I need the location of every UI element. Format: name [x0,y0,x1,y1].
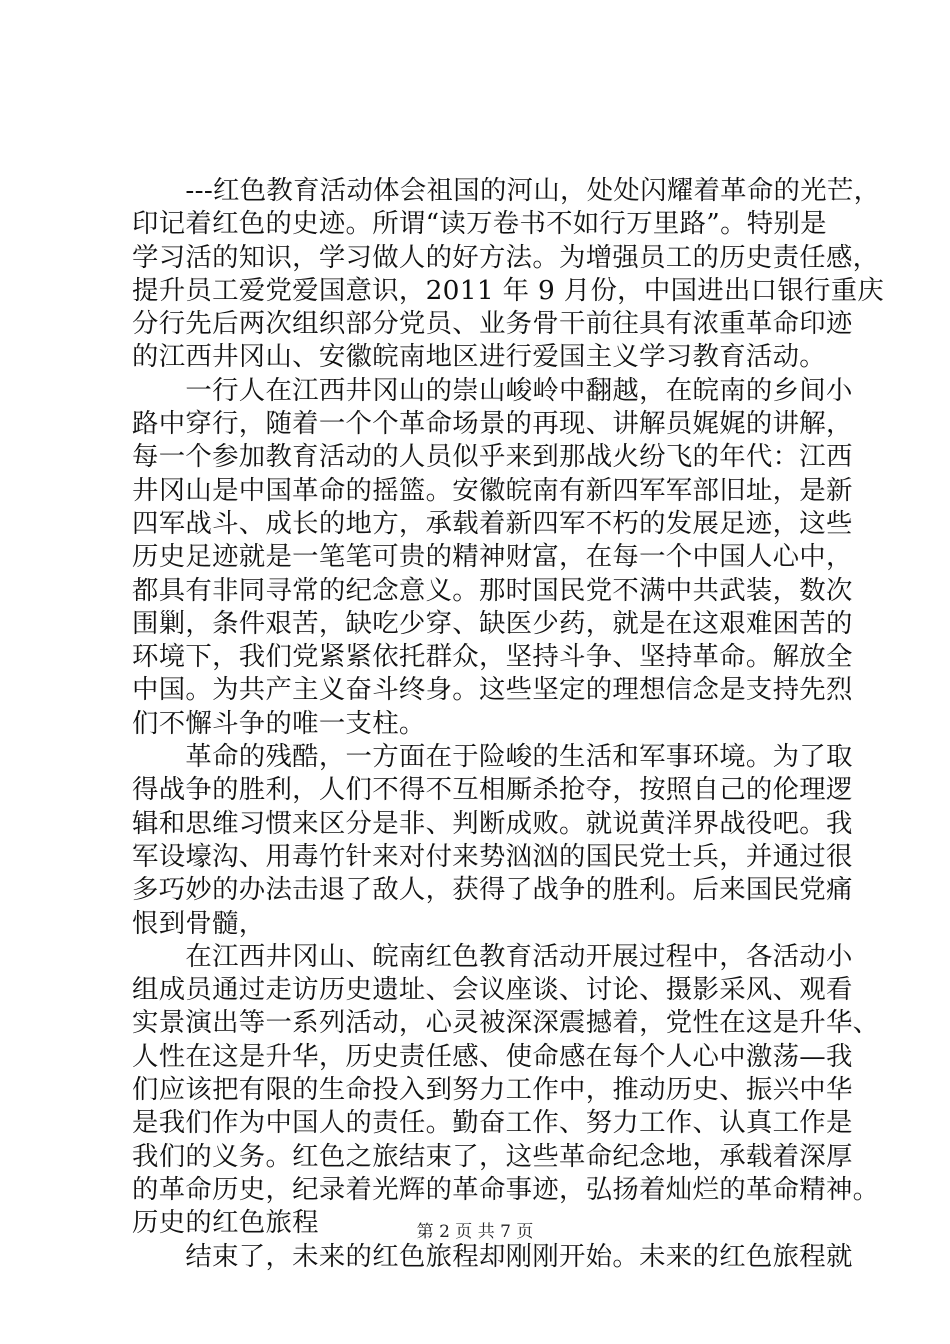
text-line: 多巧妙的办法击退了敌人，获得了战争的胜利。后来国民党痛 [132,874,853,906]
text-line: 的江西井冈山、安徽皖南地区进行爱国主义学习教育活动。 [132,341,826,373]
text-line: ---红色教育活动体会祖国的河山，处处闪耀着革命的光芒， [132,175,881,206]
text-line: 井冈山是中国革命的摇篮。安徽皖南有新四军军部旧址，是新 [132,474,853,506]
text-line: 们不懈斗争的唯一支柱。 [132,707,426,739]
text-line: 提升员工爱党爱国意识，2011 年 9 月份，中国进出口银行重庆 [132,274,885,306]
text-line: 环境下，我们党紧紧依托群众，坚持斗争、坚持革命。解放全 [132,641,853,673]
text-line: 的革命历史，纪录着光辉的革命事迹，弘扬着灿烂的革命精神。 [132,1173,880,1205]
text-line: 恨到骨髓， [132,907,266,939]
text-line: 在江西井冈山、皖南红色教育活动开展过程中，各活动小 [132,940,853,972]
text-line: 得战争的胜利，人们不得不互相厮杀抢夺，按照自己的伦理逻 [132,774,853,806]
text-line: 学习活的知识，学习做人的好方法。为增强员工的历史责任感， [132,241,880,273]
text-line: 们应该把有限的生命投入到努力工作中，推动历史、振兴中华 [132,1074,853,1106]
text-line: 每一个参加教育活动的人员似乎来到那战火纷飞的年代：江西 [132,441,853,473]
text-line: 革命的残酷，一方面在于险峻的生活和军事环境。为了取 [132,741,853,773]
text-line: 军设壕沟、用毒竹针来对付来势汹汹的国民党士兵，并通过很 [132,840,853,872]
text-line: 路中穿行，随着一个个革命场景的再现、讲解员娓娓的讲解， [132,408,853,440]
text-line: 都具有非同寻常的纪念意义。那时国民党不满中共武装，数次 [132,574,853,606]
text-line: 印记着红色的史迹。所谓“读万卷书不如行万里路”。特别是 [132,208,827,240]
text-line: 历史的红色旅程 [132,1207,319,1239]
text-line: 实景演出等一系列活动，心灵被深深震撼着，党性在这是升华、 [132,1007,880,1039]
text-line: 人性在这是升华，历史责任感、使命感在每个人心中激荡—我 [132,1040,853,1072]
text-line: 结束了，未来的红色旅程却刚刚开始。未来的红色旅程就 [132,1240,853,1272]
text-line: 我们的义务。红色之旅结束了，这些革命纪念地，承载着深厚 [132,1140,853,1172]
document-body [132,174,885,1273]
text-line: 辑和思维习惯来区分是非、判断成败。就说黄洋界战役吧。我 [132,807,853,839]
text-line: 分行先后两次组织部分党员、业务骨干前往具有浓重革命印迹 [132,308,853,340]
text-line: 是我们作为中国人的责任。勤奋工作、努力工作、认真工作是 [132,1107,853,1139]
text-line: 中国。为共产主义奋斗终身。这些坚定的理想信念是支持先烈 [132,674,853,706]
page-footer: 第 2 页 共 7 页 [416,1222,534,1242]
text-line: 围剿，条件艰苦，缺吃少穿、缺医少药，就是在这艰难困苦的 [132,607,853,639]
text-line: 组成员通过走访历史遗址、会议座谈、讨论、摄影采风、观看 [132,974,853,1006]
text-line: 历史足迹就是一笔笔可贵的精神财富，在每一个中国人心中， [132,541,853,573]
text-line: 一行人在江西井冈山的崇山峻岭中翻越，在皖南的乡间小 [132,374,853,406]
text-line: 四军战斗、成长的地方，承载着新四军不朽的发展足迹，这些 [132,507,853,539]
